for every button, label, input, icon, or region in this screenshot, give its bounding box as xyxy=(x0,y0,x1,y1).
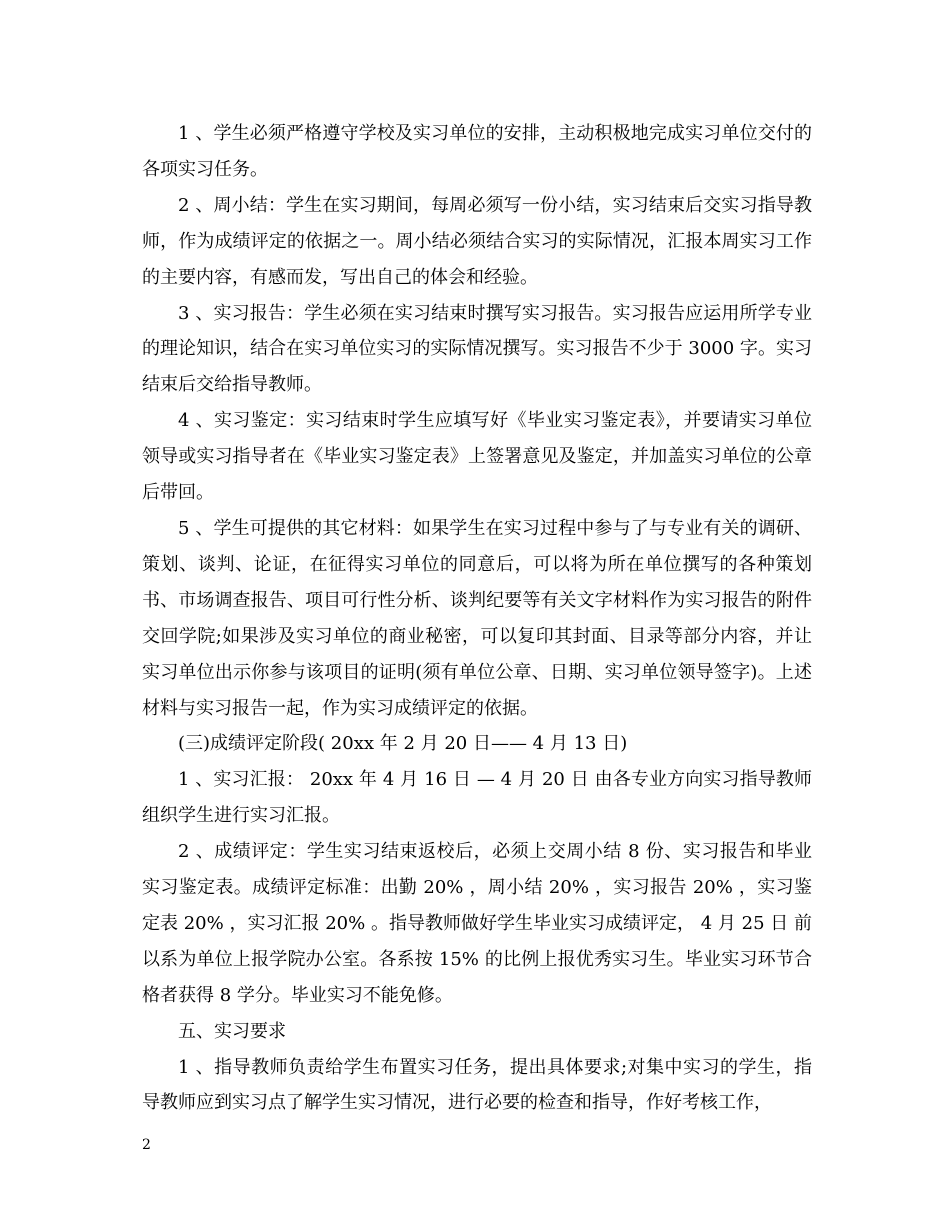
section-heading-requirements: 五、实习要求 xyxy=(178,1020,286,1042)
paragraph-grade-evaluation: 2 、成绩评定：学生实习结束返校后，必须上交周小结 8 份、实习报告和毕业实习鉴定表。成绩评定标准：出勤 20% ，周小结 20% ，实习报告 20% ，实习鉴定表 20% ，实习汇报 20% 。指导教师做好学生毕业实习成绩评定， 4 月 25 日 前以系为单位上报学院办公室。各系按 15% 的比例上报优秀实习生。毕业实习环节合格者获得 8 学分。毕业实习不能免修。 xyxy=(142,841,812,1006)
paragraph-other-materials: 5 、学生可提供的其它材料：如果学生在实习过程中参与了与专业有关的调研、策划、谈判、论证，在征得实习单位的同意后，可以将为所在单位撰写的各种策划书、市场调查报告、项目可行性分析、谈判纪要等有关文字材料作为实习报告的附件交回学院;如果涉及实习单位的商业秘密，可以复印其封面、目录等部分内容，并让实习单位出示你参与该项目的证明(须有单位公章、日期、实习单位领导签字)。上述材料与实习报告一起，作为实习成绩评定的依据。 xyxy=(142,517,812,719)
paragraph-internship-report: 3 、实习报告：学生必须在实习结束时撰写实习报告。实习报告应运用所学专业的理论知识，结合在实习单位实习的实际情况撰写。实习报告不少于 3000 字。实习结束后交给指导教师。 xyxy=(142,302,812,396)
paragraph-rule-1: 1 、学生必须严格遵守学校及实习单位的安排，主动积极地完成实习单位交付的各项实习任务。 xyxy=(142,123,812,180)
document-body xyxy=(142,116,812,1121)
section-heading-grading-stage: (三)成绩评定阶段( 20xx 年 2 月 20 日—— 4 月 13 日) xyxy=(178,733,628,755)
paragraph-weekly-summary: 2 、周小结：学生在实习期间，每周必须写一份小结，实习结束后交实习指导教师，作为成绩评定的依据之一。周小结必须结合实习的实际情况，汇报本周实习工作的主要内容，有感而发，写出自己的体会和经验。 xyxy=(142,194,812,288)
paragraph-teacher-duties: 1 、指导教师负责给学生布置实习任务，提出具体要求;对集中实习的学生，指导教师应到实习点了解学生实习情况，进行必要的检查和指导，作好考核工作， xyxy=(142,1056,812,1114)
paragraph-internship-presentation: 1 、实习汇报： 20xx 年 4 月 16 日 — 4 月 20 日 由各专业方向实习指导教师组织学生进行实习汇报。 xyxy=(142,769,812,827)
page-number: 2 xyxy=(142,1137,151,1153)
paragraph-internship-appraisal: 4 、实习鉴定：实习结束时学生应填写好《毕业实习鉴定表》，并要请实习单位领导或实习指导者在《毕业实习鉴定表》上签署意见及鉴定，并加盖实习单位的公章后带回。 xyxy=(142,410,812,504)
